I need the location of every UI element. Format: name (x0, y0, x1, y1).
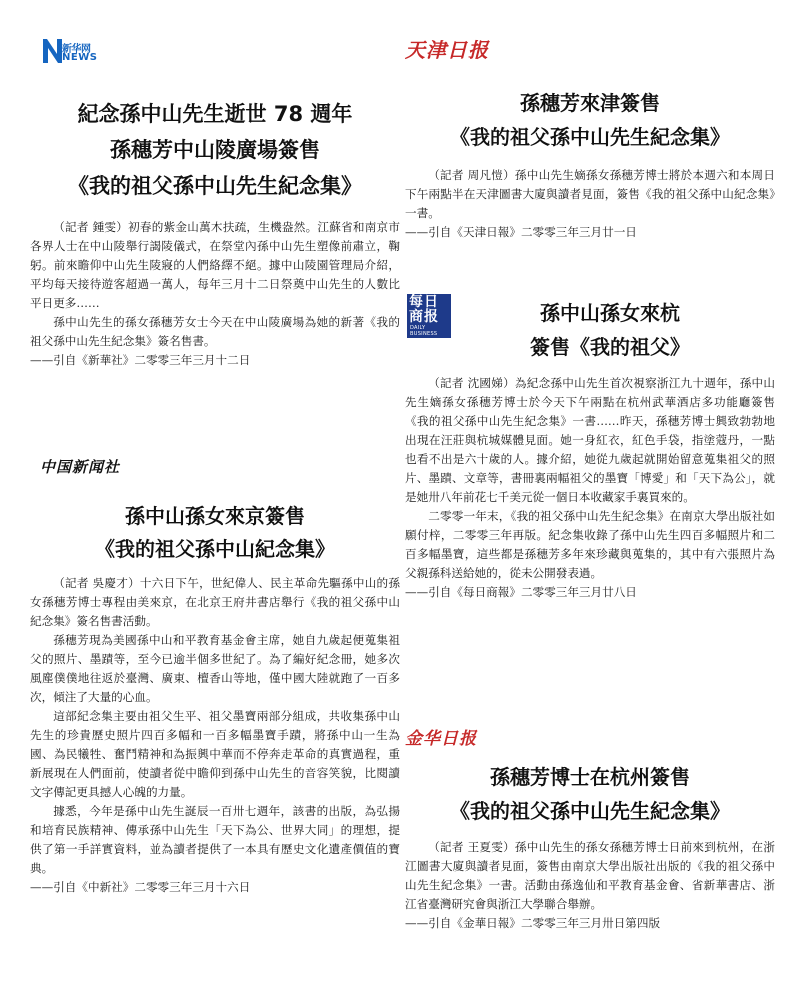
title-line: 簽售《我的祖父》 (530, 335, 690, 359)
title-line: 孫中山孫女來京簽售 (125, 504, 305, 528)
title-line: 《我的祖父孫中山紀念集》 (95, 537, 335, 561)
title-line: 孫穗芳中山陵廣場簽售 (110, 138, 320, 162)
title-line: 紀念孫中山先生逝世 78 週年 (77, 102, 353, 126)
title-line: 《我的祖父孫中山先生紀念集》 (450, 125, 730, 149)
xinhua-logo-en: NEWS (62, 52, 98, 63)
article-meiri (405, 296, 775, 602)
article-title (30, 96, 400, 204)
paragraph: 孫穗芳現為美國孫中山和平教育基金會主席，她自九歲起便蒐集祖父的照片、墨蹟等，至今已逾半個多世紀了。為了編好紀念冊，她多次風塵僕僕地往返於臺灣、廣東、檀香山等地，僅中國大陸就跑了一百多次，傾注了大量的心血。 (30, 633, 400, 704)
paragraph: （記者 鍾雯）初春的紫金山萬木扶疏，生機盎然。江蘇省和南京市各界人士在中山陵舉行謁陵儀式，在祭堂內孫中山先生塑像前肅立，鞠躬。前來瞻仰中山先生陵寢的人們絡繹不絕。據中山陵園管理局介紹，平均每天接待遊客超過一萬人，每年三月十二日祭奠中山先生的人數比平日更多…… (30, 220, 400, 310)
daily-business-logo-cn: 每日商报 (409, 294, 439, 325)
article-title (405, 760, 775, 828)
xinhua-logo-cn: 新华网 (62, 44, 91, 55)
daily-business-logo-en: DAILY BUSINESS (410, 325, 438, 337)
article-body (405, 374, 775, 602)
xinhua-logo (42, 36, 102, 70)
paragraph: 據悉，今年是孫中山先生誕辰一百卅七週年，該書的出版，為弘揚和培育民族精神、傳承孫中山先生「天下為公、世界大同」的理想，提供了第一手詳實資料，並為讀者提供了一本具有歷史文化遺產價值的寶典。 (30, 804, 400, 875)
article-cns (30, 500, 400, 897)
title-line: 孫穗芳來津簽售 (520, 91, 660, 115)
xinhua-n-icon (42, 36, 64, 64)
article-tianjin (405, 86, 775, 242)
title-line: 《我的祖父孫中山先生紀念集》 (68, 174, 362, 198)
cns-logo: 中国新闻社 (40, 458, 121, 476)
article-jinhua (405, 760, 775, 933)
article-body (405, 166, 775, 242)
paragraph: （記者 周凡愷）孫中山先生嫡孫女孫穗芳博士將於本週六和本周日下午兩點半在天津圖書大廈與讀者見面，簽售《我的祖父孫中山紀念集》一書。 (405, 168, 775, 220)
article-title (405, 296, 775, 364)
title-line: 孫中山孫女來杭 (540, 301, 680, 325)
source-citation: ——引自《新華社》二零零三年三月十二日 (30, 353, 251, 367)
source-citation: ——引自《天津日報》二零零三年三月廿一日 (405, 225, 637, 239)
paragraph: （記者 沈國娣）為紀念孫中山先生首次視察浙江九十週年，孫中山先生嫡孫女孫穗芳博士於今天下午兩點在杭州武華酒店多功能廳簽售《我的祖父孫中山先生紀念集》一書……昨天，孫穗芳博士興致勃勃地出現在汪莊與杭城媒體見面。她一身紅衣，紅色手袋，指塗蔻丹，一點也看不出是六十歲的人。據介紹，她從九歲起就開始留意蒐集祖父的照片、墨蹟、文章等，書冊裏兩幅祖父的墨寶「博愛」和「天下為公」，就是她卅八年前花七千美元從一個日本收藏家手裏買來的。 (405, 376, 775, 504)
jinhua-daily-logo: 金华日报 (405, 729, 477, 749)
paragraph: （記者 吳慶才）十六日下午，世紀偉人、民主革命先驅孫中山的孫女孫穗芳博士專程由美來京，在北京王府井書店舉行《我的祖父孫中山紀念集》簽名售書活動。 (30, 576, 400, 628)
paragraph: 二零零一年末，《我的祖父孫中山先生紀念集》在南京大學出版社如願付梓，二零零三年再版。紀念集收錄了孫中山先生四百多幅照片和二百多幅墨寶，這些都是孫穗芳多年來珍藏與蒐集的，其中有六張照片為父親孫科送給她的，從未公開發表過。 (405, 509, 775, 580)
source-citation: ——引自《金華日報》二零零三年三月卅日第四版 (405, 916, 661, 930)
title-line: 孫穗芳博士在杭州簽售 (490, 765, 690, 789)
tianjin-daily-logo: 天津日报 (405, 38, 489, 62)
paragraph: 孫中山先生的孫女孫穗芳女士今天在中山陵廣場為她的新著《我的祖父孫中山先生紀念集》簽名售書。 (30, 315, 400, 348)
article-body (30, 218, 400, 370)
paragraph: 這部紀念集主要由祖父生平、祖父墨寶兩部分組成，共收集孫中山先生的珍貴歷史照片四百多幅和一百多幅墨寶手蹟，將孫中山一生為國、為民犧牲、奮鬥精神和為振興中華而不停奔走革命的真實過程，重新展現在人們面前，使讀者從中瞻仰到孫中山先生的音容笑貌，比閱讀文字傳記更具撼人心魄的力量。 (30, 709, 400, 799)
source-citation: ——引自《中新社》二零零三年三月十六日 (30, 880, 251, 894)
source-citation: ——引自《每日商報》二零零三年三月廿八日 (405, 585, 637, 599)
article-title (30, 500, 400, 566)
title-line: 《我的祖父孫中山先生紀念集》 (450, 799, 730, 823)
article-body (30, 574, 400, 897)
paragraph: （記者 王夏雯）孫中山先生的孫女孫穗芳博士日前來到杭州，在浙江圖書大廈與讀者見面，簽售由南京大學出版社出版的《我的祖父孫中山先生紀念集》一書。活動由孫逸仙和平教育基金會、省新華書店、浙江省臺灣研究會與浙江大學聯合舉辦。 (405, 840, 775, 911)
article-body (405, 838, 775, 933)
article-xinhua (30, 96, 400, 370)
article-title (405, 86, 775, 154)
